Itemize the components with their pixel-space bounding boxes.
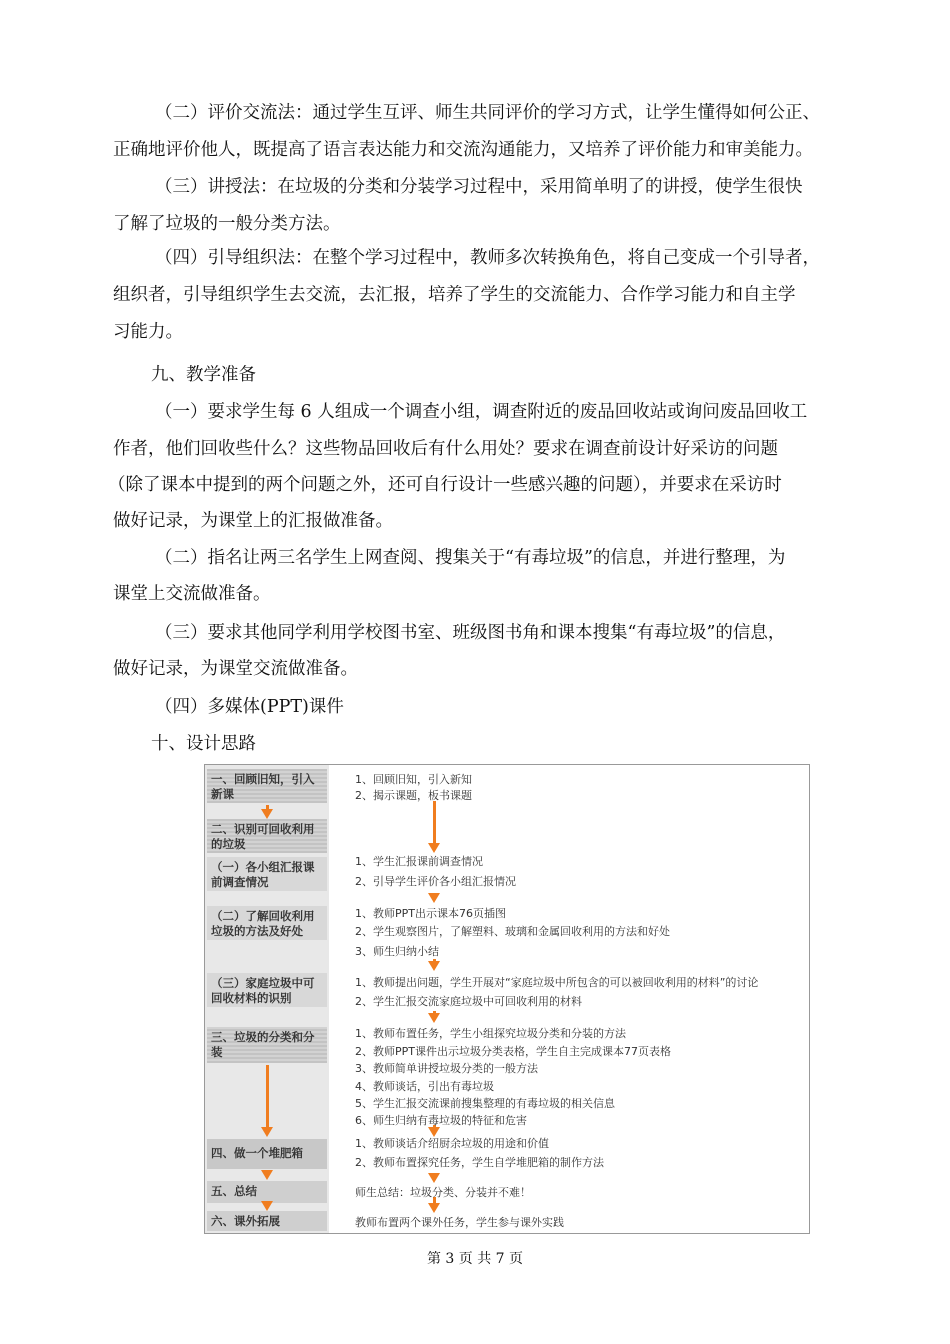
flow-item: 师生总结：垃圾分类、分装并不难！ [355,1186,531,1199]
flow-arrow-left-1-head [261,809,273,819]
flow-item: 4、教师谈话，引出有毒垃圾 [355,1080,494,1093]
prep-1-line3: （除了课本中提到的两个问题之外，还可自行设计一些感兴趣的问题），并要求在采访时 [108,475,782,495]
flow-item: 1、教师布置任务，学生小组探究垃圾分类和分装的方法 [355,1027,626,1040]
flow-step-compost: 四、做一个堆肥箱 [207,1139,327,1169]
page-footer: 第 3 页 共 7 页 [426,1251,524,1267]
flow-step-household: （三）家庭垃圾中可回收材料的识别 [207,973,327,1007]
flow-item: 3、教师简单讲授垃圾分类的一般方法 [355,1062,538,1075]
flow-item: 2、学生观察图片，了解塑料、玻璃和金属回收利用的方法和好处 [355,925,670,938]
flow-item: 1、教师谈话介绍厨余垃圾的用途和价值 [355,1137,549,1150]
flow-arrow-right-3-head [428,961,440,971]
flow-step-summary: 五、总结 [207,1181,327,1203]
flow-item: 教师布置两个课外任务，学生参与课外实践 [355,1216,564,1229]
section-heading-prep: 九、教学准备 [151,365,256,385]
prep-1-line1: （一）要求学生每 6 人组成一个调查小组，调查附近的废品回收站或询问废品回收工 [155,402,808,422]
flow-arrow-left-2 [266,1065,269,1127]
flow-item: 2、引导学生评价各小组汇报情况 [355,875,516,888]
flow-arrow-right-1 [433,801,436,845]
flow-item: 2、学生汇报交流家庭垃圾中可回收利用的材料 [355,995,582,1008]
flow-arrow-right-2-head [428,893,440,903]
prep-1-line4: 做好记录，为课堂上的汇报做准备。 [113,511,393,531]
flow-item: 2、教师布置探究任务，学生自学堆肥箱的制作方法 [355,1156,604,1169]
prep-3-line2: 做好记录，为课堂交流做准备。 [113,659,358,679]
para-eval-line1: （二）评价交流法：通过学生互评、师生共同评价的学习方式，让学生懂得如何公正、 [155,103,820,123]
para-guide-line1: （四）引导组织法：在整个学习过程中，教师多次转换角色，将自己变成一个引导者， [155,248,820,268]
flow-step-identify: 二、识别可回收利用的垃圾 [207,819,327,853]
flow-arrow-left-3-head [261,1170,273,1180]
flow-item: 2、教师PPT课件出示垃圾分类表格，学生自主完成课本77页表格 [355,1045,671,1058]
flow-arrow-right-1-head [428,843,440,853]
prep-3-line1: （三）要求其他同学利用学校图书室、班级图书角和课本搜集“有毒垃圾”的信息， [155,623,786,643]
section-heading-design: 十、设计思路 [151,734,256,754]
para-lecture-line2: 了解了垃圾的一般分类方法。 [113,214,341,234]
prep-2-line1: （二）指名让两三名学生上网查阅、搜集关于“有毒垃圾”的信息，并进行整理，为 [155,548,786,568]
flow-step-review: 一、回顾旧知，引入新课 [207,769,327,803]
para-guide-line2: 组织者，引导组织学生去交流，去汇报，培养了学生的交流能力、合作学习能力和自主学 [113,285,796,305]
flow-step-methods: （二）了解回收利用垃圾的方法及好处 [207,906,327,940]
prep-1-line2: 作者，他们回收些什么？这些物品回收后有什么用处？要求在调查前设计好采访的问题 [113,439,778,459]
flow-item: 1、回顾旧知，引入新知 [355,773,472,786]
flow-item: 1、学生汇报课前调查情况 [355,855,483,868]
flow-item: 3、师生归纳小结 [355,945,439,958]
flow-item: 5、学生汇报交流课前搜集整理的有毒垃圾的相关信息 [355,1097,615,1110]
flow-step-extension: 六、课外拓展 [207,1211,327,1231]
flow-arrow-right-4-head [428,1013,440,1023]
flow-arrow-left-2-head [261,1127,273,1137]
flow-step-report: （一）各小组汇报课前调查情况 [207,857,327,891]
flow-arrow-right-6-head [428,1173,440,1183]
flow-step-sorting: 三、垃圾的分类和分装 [207,1027,327,1063]
prep-4-line1: （四）多媒体(PPT)课件 [155,697,344,717]
para-eval-line2: 正确地评价他人，既提高了语言表达能力和交流沟通能力，又培养了评价能力和审美能力。 [113,140,813,160]
flow-arrow-left-4-head [261,1201,273,1211]
para-guide-line3: 习能力。 [113,322,183,342]
flow-item: 1、教师提出问题，学生开展对“家庭垃圾中所包含的可以被回收利用的材料”的讨论 [355,976,759,989]
flow-item: 2、揭示课题，板书课题 [355,789,472,802]
flow-item: 6、师生归纳有毒垃圾的特征和危害 [355,1114,527,1127]
para-lecture-line1: （三）讲授法：在垃圾的分类和分装学习过程中，采用简单明了的讲授，使学生很快 [155,177,803,197]
flow-arrow-right-7-head [428,1203,440,1213]
design-flowchart [204,764,810,1234]
flow-item: 1、教师PPT出示课本76页插图 [355,907,506,920]
prep-2-line2: 课堂上交流做准备。 [113,584,271,604]
flow-arrow-right-5-head [428,1127,440,1137]
